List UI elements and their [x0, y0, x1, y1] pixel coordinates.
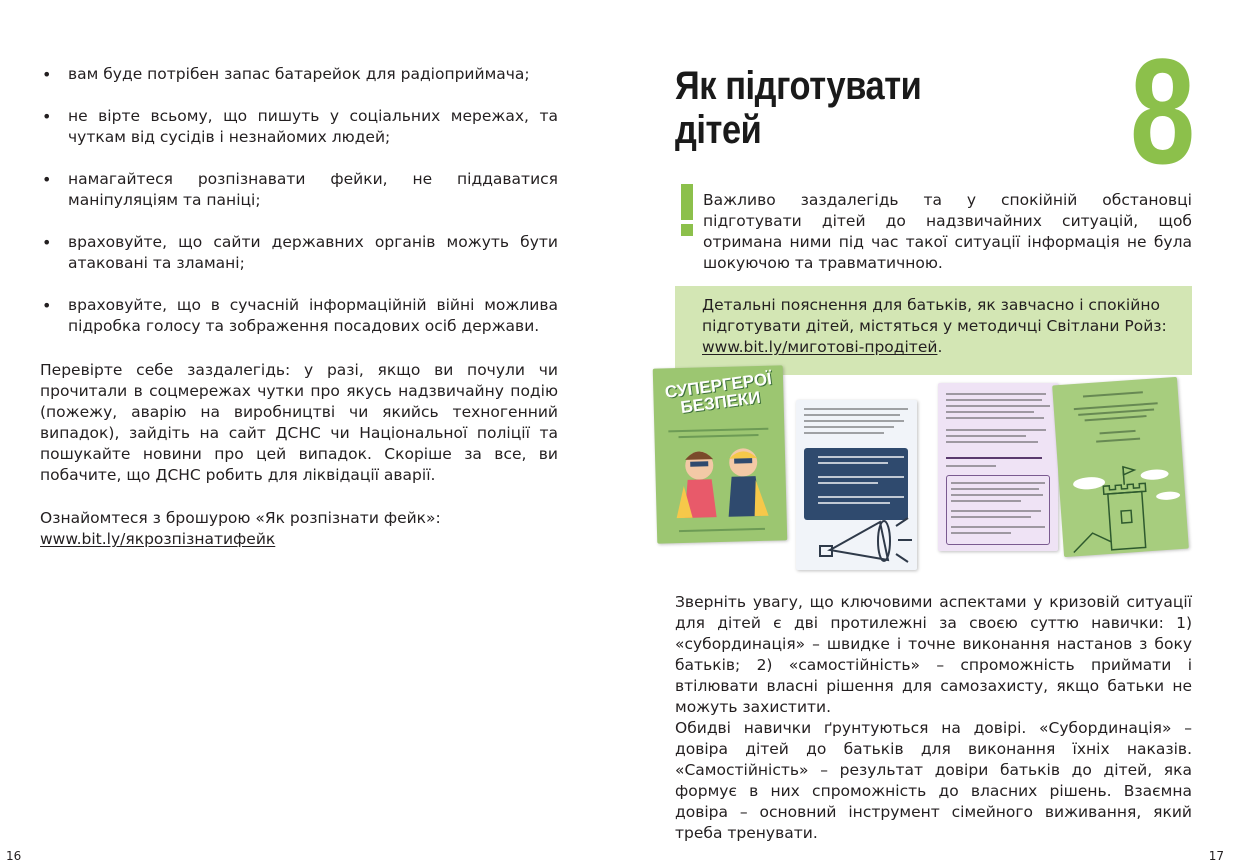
parents-callout: [675, 286, 1192, 375]
bullet-list: [40, 64, 558, 358]
bullet-marker: •: [42, 170, 52, 189]
bullet-marker: •: [42, 233, 52, 252]
bullet-text: вам буде потрібен запас батарейок для радіоприймача;: [68, 65, 530, 83]
bullet-item: [40, 295, 558, 337]
heading-line-2: дітей: [675, 108, 762, 152]
bullet-item: [40, 64, 558, 85]
guide-page-image: [938, 383, 1058, 551]
superheroes-booklet-image: [653, 365, 788, 543]
check-paragraph: Перевірте себе заздалегідь: у разі, якщо ви почули чи прочитали в соцмережах чутки про якусь надзвичайну подію (пожежу, аварію на виробництві чи якийсь техногенний випадок), зайдіть на сайт ДСНС чи Національної поліції та пошукайте новини про цей випадок. Скоріше за все, ви побачите, що ДСНС робить для ліквідації аварії.: [40, 361, 558, 484]
tower-illustration: [1052, 377, 1189, 557]
bullet-marker: •: [42, 296, 52, 315]
trust-paragraph: Обидві навички ґрунтуються на довірі. «Субординація» – довіра дітей до батьків для виконання їхніх наказів. «Самостійність» – результат довіри батьків до дітей, яка формує в них спроможність до власних рішень. Взаємна довіра – основний інструмент сімейного виживання, який треба тренувати.: [675, 719, 1192, 842]
bullet-text: намагайтеся розпізнавати фейки, не піддаватися маніпуляціям та паніці;: [68, 170, 558, 209]
bullet-item: [40, 106, 558, 148]
fake-brochure-link[interactable]: www.bit.ly/якрозпізнатифейк: [40, 530, 276, 548]
callout-link[interactable]: www.bit.ly/миготові-продітей: [702, 338, 938, 356]
bullet-item: [40, 169, 558, 211]
page-number-left: 16: [6, 849, 22, 863]
booklet-title: СУПЕРГЕРОЇ БЕЗПЕКИ: [663, 369, 773, 418]
bullet-text: враховуйте, що в сучасній інформаційній війні можлива підробка голосу та зображення посадових осіб держави.: [68, 296, 558, 335]
right-page: [625, 0, 1250, 867]
important-paragraph: Важливо заздалегідь та у спокійній обстановці підготувати дітей до надзвичайних ситуацій, щоб отримана ними під час такої ситуації інформація не була шокуючою та травматичною.: [703, 191, 1192, 272]
booklet-illustrations: [653, 365, 1193, 575]
heading-line-1: Як підготувати: [675, 64, 922, 108]
bullet-text: враховуйте, що сайти державних органів можуть бути атаковані та зламані;: [68, 233, 558, 272]
aspects-paragraph: Зверніть увагу, що ключовими аспектами у кризовій ситуації для дітей є дві протилежні за своєю суттю навички: 1) «субординація» – швидке і точне виконання настанов з боку батьків; 2) «самостійність» – спроможність приймати і втілювати власні рішення для самозахисту, якщо батьки не можуть захистити.: [675, 593, 1192, 716]
page-number-right: 17: [1208, 849, 1224, 863]
ready-booklet-image: [1052, 377, 1189, 557]
superheroes-illustration: [653, 365, 788, 543]
callout-text: Детальні пояснення для батьків, як завчасно і спокійно підготувати дітей, містяться у методичці Світлани Ройз:: [702, 296, 1167, 335]
fake-brochure-paragraph: [40, 508, 558, 550]
section-heading: [675, 64, 921, 152]
fake-brochure-text: Ознайомтеся з брошурою «Як розпізнати фейк»:: [40, 509, 441, 527]
section-number: 8: [1130, 27, 1196, 195]
bullet-marker: •: [42, 107, 52, 126]
bullet-text: не вірте всьому, що пишуть у соціальних мережах, та чуткам від сусідів і незнайомих людей;: [68, 107, 558, 146]
megaphone-icon: [796, 400, 917, 570]
bullet-item: [40, 232, 558, 274]
bullet-marker: •: [42, 65, 52, 84]
exclamation-icon: [681, 184, 693, 236]
siren-booklet-image: [796, 400, 917, 570]
callout-end: .: [937, 338, 943, 356]
